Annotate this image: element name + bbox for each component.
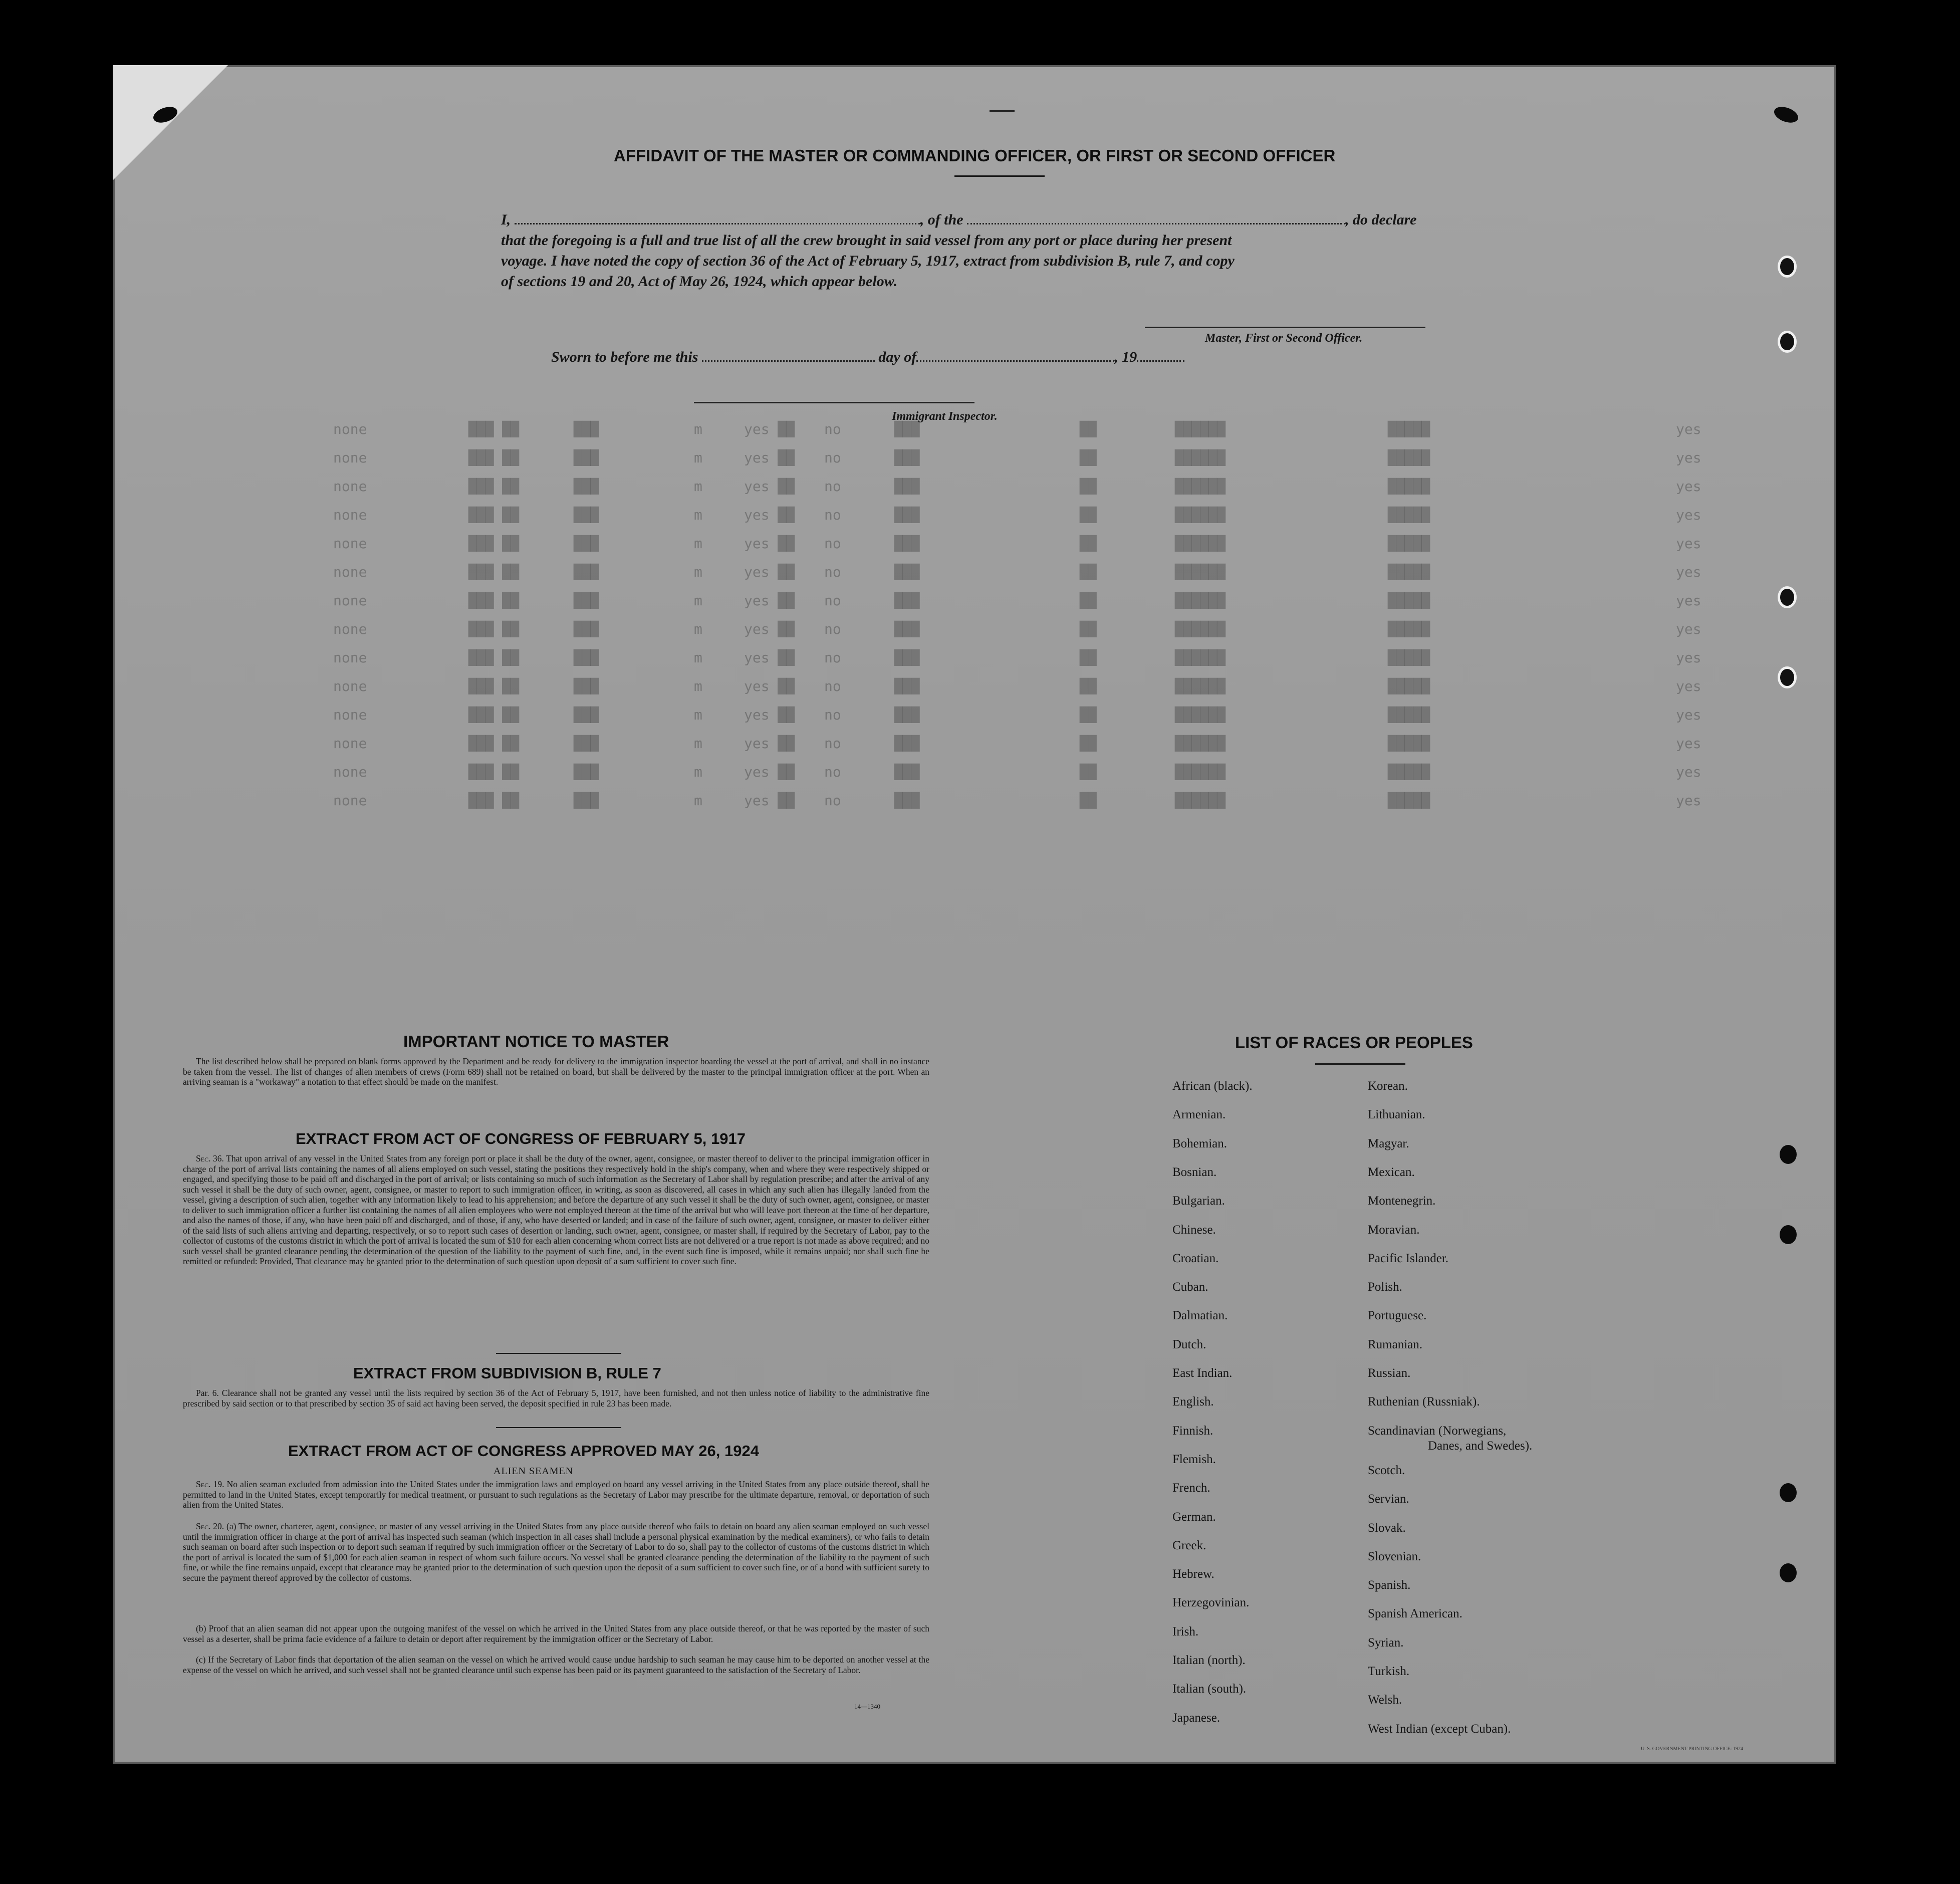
day-blank[interactable]: [702, 350, 875, 362]
bleed-through-mark: yes ██: [744, 792, 795, 809]
bleed-through-mark: m: [694, 735, 702, 752]
race-item: German.: [1172, 1510, 1216, 1524]
bleed-through-mark: yes ██: [744, 649, 795, 666]
bleed-through-mark: ███: [574, 535, 599, 552]
bleed-through-mark: yes: [1676, 564, 1701, 580]
bleed-through-mark: ███: [894, 764, 920, 780]
race-item: Servian.: [1368, 1492, 1409, 1506]
bleed-through-mark: ███: [894, 621, 920, 637]
bleed-through-mark: ██████: [1175, 421, 1226, 437]
bleed-through-mark: ███ ██: [468, 535, 520, 552]
bleed-through-mark: ███: [574, 792, 599, 809]
bleed-through-mark: m: [694, 449, 702, 466]
bleed-through-mark: yes ██: [744, 764, 795, 780]
vessel-blank[interactable]: [967, 213, 1345, 224]
bleed-through-mark: █████: [1388, 507, 1430, 523]
bleed-through-mark: yes: [1676, 449, 1701, 466]
bleed-through-mark: █████: [1388, 449, 1430, 466]
master-signature-line[interactable]: [1145, 327, 1425, 328]
title-rule: [954, 175, 1045, 177]
bleed-through-mark: yes ██: [744, 535, 795, 552]
form-code: 14—1340: [854, 1703, 880, 1710]
bleed-through-mark: █████: [1388, 678, 1430, 694]
bleed-through-mark: ██: [1080, 792, 1097, 809]
bleed-through-mark: no: [824, 564, 841, 580]
inspector-signature-line[interactable]: [694, 402, 974, 403]
race-item: Herzegovinian.: [1172, 1596, 1250, 1609]
race-item: Slovenian.: [1368, 1550, 1421, 1563]
bleed-through-mark: no: [824, 535, 841, 552]
top-dash: [990, 110, 1015, 112]
bleed-through-row: [113, 564, 1836, 584]
sec-36-label: Sec. 36.: [196, 1153, 224, 1163]
bleed-through-mark: ███ ██: [468, 649, 520, 666]
year-blank[interactable]: [1137, 350, 1184, 362]
printer-imprint: U. S. GOVERNMENT PRINTING OFFICE: 1924: [1641, 1746, 1743, 1752]
race-item: Montenegrin.: [1368, 1194, 1436, 1208]
bleed-through-mark: █████: [1388, 764, 1430, 780]
bleed-through-row: [113, 792, 1836, 812]
bleed-through-mark: ███ ██: [468, 678, 520, 694]
race-item: Rumanian.: [1368, 1338, 1423, 1351]
affidavit-line-1: [501, 211, 1416, 228]
bleed-through-mark: yes: [1676, 421, 1701, 437]
bleed-through-mark: ███: [894, 564, 920, 580]
bleed-through-mark: ██: [1080, 735, 1097, 752]
inspector-label: Immigrant Inspector.: [892, 410, 998, 423]
alien-seamen-subtitle: ALIEN SEAMEN: [494, 1466, 574, 1477]
race-item: Bulgarian.: [1172, 1194, 1225, 1208]
bleed-through-row: [113, 621, 1836, 641]
race-item: Russian.: [1368, 1366, 1411, 1380]
bleed-through-mark: ███ ██: [468, 621, 520, 637]
bleed-through-mark: ███: [574, 564, 599, 580]
affidavit-i: I,: [501, 211, 511, 228]
bleed-through-mark: yes: [1676, 592, 1701, 609]
bleed-through-mark: ███: [894, 706, 920, 723]
race-item: Syrian.: [1368, 1636, 1404, 1650]
race-item: Cuban.: [1172, 1280, 1208, 1294]
race-item: Armenian.: [1172, 1108, 1226, 1121]
bleed-through-mark: ██████: [1175, 706, 1226, 723]
bleed-through-mark: none: [333, 764, 367, 780]
bleed-through-mark: none: [333, 592, 367, 609]
bleed-through-mark: ███: [574, 706, 599, 723]
bleed-through-mark: yes: [1676, 478, 1701, 495]
bleed-through-mark: no: [824, 592, 841, 609]
bleed-through-mark: ██████: [1175, 478, 1226, 495]
bleed-through-mark: ███: [894, 478, 920, 495]
affidavit-title: AFFIDAVIT OF THE MASTER OR COMMANDING OFFICER, OR FIRST OR SECOND OFFICER: [614, 146, 1336, 165]
bleed-through-mark: ██████: [1175, 507, 1226, 523]
bleed-through-mark: yes: [1676, 792, 1701, 809]
bleed-through-mark: yes: [1676, 706, 1701, 723]
bleed-through-mark: m: [694, 592, 702, 609]
bleed-through-mark: ███: [894, 649, 920, 666]
bleed-through-mark: none: [333, 449, 367, 466]
punch-hole-filled: [1780, 1483, 1797, 1502]
affidavit-line-4: of sections 19 and 20, Act of May 26, 1924, which appear below.: [501, 273, 898, 290]
bleed-through-mark: ██████: [1175, 678, 1226, 694]
sec-20c-text: (c) If the Secretary of Labor finds that deportation of the alien seaman on the vessel on which he arrived would cause undue hardship to such seaman he may cause him to be deported on another vessel at the expense of the vessel on which he arrived, and such vessel shall not be granted clearance until such expense has been paid or its payment guaranteed to the satisfaction of the Secretary of Labor.: [183, 1655, 929, 1675]
bleed-through-row: [113, 649, 1836, 669]
bleed-through-row: [113, 735, 1836, 755]
bleed-through-mark: m: [694, 507, 702, 523]
bleed-through-mark: m: [694, 478, 702, 495]
bleed-through-row: [113, 678, 1836, 698]
notice-text: The list described below shall be prepared on blank forms approved by the Department and be ready for delivery to the immigration inspector boarding the vessel at the port of arrival, and shall in no instance be taken from the vessel. The list of changes of alien members of crews (Form 689) shall not be retained on board, but shall be delivered by the master to the principal immigration officer at the port. When an arriving seaman is a "workaway" a notation to that effect should be made on the manifest.: [183, 1056, 929, 1087]
sec-20a-body: (a) The owner, charterer, agent, consignee, or master of any vessel arriving in the United States from any place outside thereof who fails to detain on board any alien seaman employed on such vessel until the immigration officer in charge at the port of arrival has inspected such seaman (which inspection in all cases shall include a personal physical examination by the medical examiners), or who fails to detain such seaman on board after such inspection or to deport such seaman if required by such immigration officer or the Secretary of Labor to do so, shall pay to the collector of customs of the customs district in which the port of arrival is located the sum of $1,000 for each alien seaman in respect of whom such failure occurs. No vessel shall be granted clearance pending the determination of the liability to the payment of such fine, or while the fine remains unpaid, except that clearance may be granted prior to the determination of such question upon the deposit of a sum sufficient to cover such fine, or of a bond with sufficient surety to secure the payment thereof approved by the collector of customs.: [183, 1521, 929, 1583]
bleed-through-mark: no: [824, 478, 841, 495]
bleed-through-mark: m: [694, 792, 702, 809]
bleed-through-mark: ██████: [1175, 735, 1226, 752]
extract-1924-title: EXTRACT FROM ACT OF CONGRESS APPROVED MAY 26, 1924: [288, 1442, 759, 1460]
bleed-through-mark: no: [824, 649, 841, 666]
bleed-through-mark: ███: [894, 592, 920, 609]
bleed-through-mark: none: [333, 792, 367, 809]
bleed-through-mark: no: [824, 621, 841, 637]
sworn-text: Sworn to before me this: [551, 349, 698, 365]
bleed-through-mark: ███ ██: [468, 735, 520, 752]
race-item: Slovak.: [1368, 1521, 1406, 1535]
extract-1917-title: EXTRACT FROM ACT OF CONGRESS OF FEBRUARY 5, 1917: [296, 1130, 746, 1147]
bleed-through-mark: █████: [1388, 706, 1430, 723]
bleed-through-mark: none: [333, 535, 367, 552]
sec-20-label: Sec. 20.: [196, 1521, 224, 1531]
extract-rule7-text: Par. 6. Clearance shall not be granted any vessel until the lists required by section 36 of the Act of February 5, 1917, have been furnished, and not then unless notice of liability to the administrative fine prescribed by said section or to that prescribed by section 35 of said act having been served, the deposit specified in rule 23 has been made.: [183, 1388, 929, 1408]
bleed-through-mark: ███ ██: [468, 449, 520, 466]
bleed-through-mark: m: [694, 421, 702, 437]
month-blank[interactable]: [916, 350, 1114, 362]
bleed-through-mark: ██: [1080, 764, 1097, 780]
bleed-through-mark: yes ██: [744, 592, 795, 609]
bleed-through-mark: no: [824, 678, 841, 694]
bleed-through-mark: yes ██: [744, 621, 795, 637]
bleed-through-mark: ███: [894, 678, 920, 694]
bleed-through-row: [113, 421, 1836, 441]
bleed-through-row: [113, 535, 1836, 555]
race-item: Irish.: [1172, 1625, 1199, 1638]
punch-hole-filled: [1780, 1563, 1797, 1582]
race-item: Polish.: [1368, 1280, 1402, 1294]
bleed-through-mark: █████: [1388, 535, 1430, 552]
bleed-through-mark: █████: [1388, 564, 1430, 580]
bleed-through-mark: yes ██: [744, 678, 795, 694]
race-item: East Indian.: [1172, 1366, 1233, 1380]
bleed-through-mark: m: [694, 706, 702, 723]
sec-19-label: Sec. 19.: [196, 1479, 224, 1489]
race-item: Japanese.: [1172, 1711, 1220, 1725]
bleed-through-mark: no: [824, 449, 841, 466]
bleed-through-mark: ██: [1080, 449, 1097, 466]
race-item: French.: [1172, 1481, 1210, 1495]
sec-19-body: No alien seaman excluded from admission into the United States under the immigration laws and employed on board any vessel arriving in the United States from any place outside thereof, shall be permitted to land in the United States, except temporarily for medical treatment, or pursuant to such regulations as the Secretary of Labor may prescribe for the ultimate departure, removal, or deportation of such alien from the United States.: [183, 1479, 929, 1510]
bleed-through-mark: ███: [574, 649, 599, 666]
bleed-through-mark: ███: [574, 764, 599, 780]
bleed-through-mark: none: [333, 678, 367, 694]
bleed-through-mark: ███ ██: [468, 792, 520, 809]
bleed-through-mark: yes: [1676, 678, 1701, 694]
race-item: Scandinavian (Norwegians,: [1368, 1424, 1507, 1438]
bleed-through-mark: █████: [1388, 621, 1430, 637]
bleed-through-mark: m: [694, 564, 702, 580]
bleed-through-mark: yes ██: [744, 564, 795, 580]
bleed-through-mark: no: [824, 507, 841, 523]
bleed-through-mark: none: [333, 478, 367, 495]
bleed-through-mark: ███ ██: [468, 421, 520, 437]
bleed-through-mark: m: [694, 535, 702, 552]
bleed-through-mark: ███ ██: [468, 764, 520, 780]
bleed-through-mark: none: [333, 564, 367, 580]
race-item: Hebrew.: [1172, 1567, 1214, 1581]
bleed-through-mark: █████: [1388, 649, 1430, 666]
affidavit-declare: , do declare: [1345, 211, 1417, 228]
bleed-through-mark: none: [333, 507, 367, 523]
race-item: Flemish.: [1172, 1453, 1216, 1466]
bleed-through-mark: yes ██: [744, 706, 795, 723]
bleed-through-mark: ███: [574, 421, 599, 437]
bleed-through-mark: yes: [1676, 535, 1701, 552]
bleed-through-row: [113, 478, 1836, 498]
sworn-line: [551, 349, 1184, 366]
bleed-through-mark: ███: [894, 507, 920, 523]
bleed-through-mark: yes: [1676, 507, 1701, 523]
bleed-through-mark: ███: [574, 592, 599, 609]
race-item: Italian (north).: [1172, 1654, 1246, 1667]
bleed-through-mark: ██████: [1175, 535, 1226, 552]
bleed-through-mark: no: [824, 735, 841, 752]
bleed-through-mark: yes ██: [744, 507, 795, 523]
rule-1: [496, 1353, 621, 1354]
bleed-through-mark: none: [333, 735, 367, 752]
bleed-through-mark: ██████: [1175, 564, 1226, 580]
bleed-through-row: [113, 764, 1836, 784]
races-rule: [1315, 1063, 1405, 1065]
bleed-through-mark: ██████: [1175, 449, 1226, 466]
race-item: Pacific Islander.: [1368, 1252, 1449, 1265]
bleed-through-mark: none: [333, 421, 367, 437]
race-item: Italian (south).: [1172, 1682, 1247, 1696]
race-item: Welsh.: [1368, 1693, 1402, 1707]
notice-title: IMPORTANT NOTICE TO MASTER: [403, 1032, 669, 1051]
bleed-through-mark: m: [694, 764, 702, 780]
race-item: Moravian.: [1368, 1223, 1420, 1237]
bleed-through-mark: ██: [1080, 507, 1097, 523]
bleed-through-mark: █████: [1388, 792, 1430, 809]
race-item: Spanish American.: [1368, 1607, 1462, 1620]
bleed-through-row: [113, 706, 1836, 727]
race-item: Turkish.: [1368, 1665, 1410, 1678]
bleed-through-row: [113, 449, 1836, 469]
punch-hole-filled: [1780, 1145, 1797, 1164]
bleed-through-mark: yes: [1676, 764, 1701, 780]
affidavit-of-the: , of the: [920, 211, 963, 228]
bleed-through-mark: ███: [574, 678, 599, 694]
bleed-through-mark: m: [694, 621, 702, 637]
bleed-through-mark: █████: [1388, 592, 1430, 609]
bleed-through-mark: ██████: [1175, 792, 1226, 809]
bleed-through-mark: ██: [1080, 621, 1097, 637]
sec-36-body: That upon arrival of any vessel in the United States from any foreign port or place it shall be the duty of the owner, agent, consignee, or master thereof to deliver to the principal immigration officer in charge of the port of arrival lists containing the names of all aliens employed on such vessel, stating the positions they respectively hold in the ship's company, when and where they were respectively shipped or engaged, and specifying those to be paid off and discharged in the port of arrival; or lists containing so much of such information as the Secretary of Labor shall by regulation prescribe; and after the arrival of any such vessel it shall be the duty of such owner, agent, consignee, or master to report to such immigration officer, in writing, as soon as discovered, all cases in which any such alien has illegally landed from the vessel, giving a description of such alien, together with any information likely to lead to his apprehension; and before the departure of any such vessel it shall be the duty of such owner, agent, consignee, or master to deliver to such immigration officer a further list containing the names of all alien employees who were not employed thereon at the time of the arrival but who will leave port thereon at the time of her departure, and also the names of those, if any, who have been paid off and discharged, and of those, if any, who have deserted or landed; and in case of the failure of such owner, agent, consignee, or master to deliver either of the said lists of such aliens arriving and departing, respectively, or so to report such cases of desertion or landing, such owner, agent, consignee, or master shall, if required by the Secretary of Labor, pay to the collector of customs of the customs district in which the port of arrival is located the sum of $10 for each alien concerning whom correct lists are not delivered or a true report is not made as above required; and no such vessel shall be granted clearance pending the determination of the question of the liability to the payment of such fine, and, in the event such fine is imposed, while it remains unpaid; nor shall such fine be remitted or refunded: Provided, That clearance may be granted prior to the determination of such question upon deposit of a sum sufficient to cover such fine.: [183, 1153, 929, 1266]
bleed-through-mark: no: [824, 706, 841, 723]
race-item: Lithuanian.: [1368, 1108, 1425, 1121]
master-label: Master, First or Second Officer.: [1205, 332, 1363, 345]
rule-2: [496, 1427, 621, 1428]
bleed-through-mark: ███: [574, 621, 599, 637]
bleed-through-mark: yes ██: [744, 449, 795, 466]
race-item: Mexican.: [1368, 1165, 1415, 1179]
bleed-through-mark: ███ ██: [468, 478, 520, 495]
bleed-through-mark: █████: [1388, 478, 1430, 495]
bleed-through-mark: ███ ██: [468, 706, 520, 723]
bleed-through-mark: ███: [894, 421, 920, 437]
bleed-through-mark: yes ██: [744, 421, 795, 437]
race-item: West Indian (except Cuban).: [1368, 1722, 1511, 1736]
race-item: Dalmatian.: [1172, 1309, 1228, 1322]
bleed-through-mark: ██: [1080, 649, 1097, 666]
race-item: Scotch.: [1368, 1464, 1405, 1477]
race-item: Spanish.: [1368, 1578, 1411, 1592]
punch-hole: [1778, 256, 1797, 278]
race-item: Bosnian.: [1172, 1165, 1217, 1179]
bleed-through-mark: █████: [1388, 735, 1430, 752]
bleed-through-row: [113, 507, 1836, 527]
race-item-continued: Danes, and Swedes).: [1428, 1439, 1533, 1453]
bleed-through-mark: ██: [1080, 706, 1097, 723]
bleed-through-mark: ███ ██: [468, 564, 520, 580]
bleed-through-mark: m: [694, 649, 702, 666]
bleed-through-mark: ██: [1080, 478, 1097, 495]
race-item: Chinese.: [1172, 1223, 1216, 1237]
bleed-through-mark: ███: [894, 735, 920, 752]
bleed-through-mark: ███: [894, 792, 920, 809]
bleed-through-mark: ███ ██: [468, 507, 520, 523]
bleed-through-mark: no: [824, 764, 841, 780]
bleed-through-mark: ███: [894, 535, 920, 552]
race-item: Bohemian.: [1172, 1137, 1228, 1150]
sec-20b-text: (b) Proof that an alien seaman did not appear upon the outgoing manifest of the vessel on which he arrived in the United States from any place outside thereof, or that he was reported by the master of such vessel as a deserter, shall be prima facie evidence of a failure to detain or deport after requirement by the immigration officer or the Secretary of Labor.: [183, 1623, 929, 1644]
bleed-through-mark: ██: [1080, 678, 1097, 694]
bleed-through-mark: ███: [574, 449, 599, 466]
bleed-through-mark: no: [824, 421, 841, 437]
extract-rule7-title: EXTRACT FROM SUBDIVISION B, RULE 7: [353, 1364, 661, 1382]
name-blank[interactable]: [515, 213, 920, 224]
races-title: LIST OF RACES OR PEOPLES: [1235, 1033, 1473, 1052]
bleed-through-mark: ██████: [1175, 592, 1226, 609]
bleed-through-mark: none: [333, 621, 367, 637]
year-prefix: , 19: [1114, 349, 1137, 365]
race-item: Ruthenian (Russniak).: [1368, 1395, 1480, 1408]
bleed-through-row: [113, 592, 1836, 612]
bleed-through-mark: ██████: [1175, 649, 1226, 666]
bleed-through-mark: ██: [1080, 421, 1097, 437]
bleed-through-mark: yes ██: [744, 478, 795, 495]
day-of-text: day of: [878, 349, 917, 365]
race-item: Magyar.: [1368, 1137, 1409, 1150]
race-item: Finnish.: [1172, 1424, 1213, 1438]
punch-hole-filled: [1780, 1225, 1797, 1244]
bleed-through-mark: ███ ██: [468, 592, 520, 609]
bleed-through-mark: ██: [1080, 535, 1097, 552]
affidavit-line-3: voyage. I have noted the copy of section 36 of the Act of February 5, 1917, extract from subdivision B, rule 7, and copy: [501, 253, 1235, 269]
bleed-through-mark: yes: [1676, 649, 1701, 666]
race-item: Korean.: [1368, 1079, 1408, 1093]
bleed-through-mark: ███: [574, 507, 599, 523]
bleed-through-mark: yes: [1676, 621, 1701, 637]
sec-19-text: [183, 1479, 929, 1510]
affidavit-line-2: that the foregoing is a full and true list of all the crew brought in said vessel from any port or place during her present: [501, 232, 1232, 249]
sec-20a-text: [183, 1521, 929, 1583]
punch-hole: [1778, 666, 1797, 688]
document-sheet: [113, 65, 1836, 1764]
bleed-through-mark: yes: [1676, 735, 1701, 752]
bleed-through-mark: m: [694, 678, 702, 694]
bleed-through-mark: █████: [1388, 421, 1430, 437]
bleed-through-mark: none: [333, 649, 367, 666]
bleed-through-mark: ███: [894, 449, 920, 466]
bleed-through-mark: ██: [1080, 592, 1097, 609]
bleed-through-mark: ███: [574, 478, 599, 495]
bleed-through-mark: yes ██: [744, 735, 795, 752]
extract-1917-text: [183, 1153, 929, 1267]
bleed-through-mark: none: [333, 706, 367, 723]
bleed-through-mark: ███: [574, 735, 599, 752]
bleed-through-mark: ██████: [1175, 621, 1226, 637]
punch-hole: [1778, 586, 1797, 608]
race-item: African (black).: [1172, 1079, 1253, 1093]
race-item: Croatian.: [1172, 1252, 1219, 1265]
race-item: English.: [1172, 1395, 1214, 1408]
bleed-through-mark: ██: [1080, 564, 1097, 580]
bleed-through-mark: no: [824, 792, 841, 809]
race-item: Portuguese.: [1368, 1309, 1427, 1322]
race-item: Greek.: [1172, 1539, 1206, 1552]
punch-hole: [1778, 331, 1797, 353]
bleed-through-mark: ██████: [1175, 764, 1226, 780]
race-item: Dutch.: [1172, 1338, 1206, 1351]
